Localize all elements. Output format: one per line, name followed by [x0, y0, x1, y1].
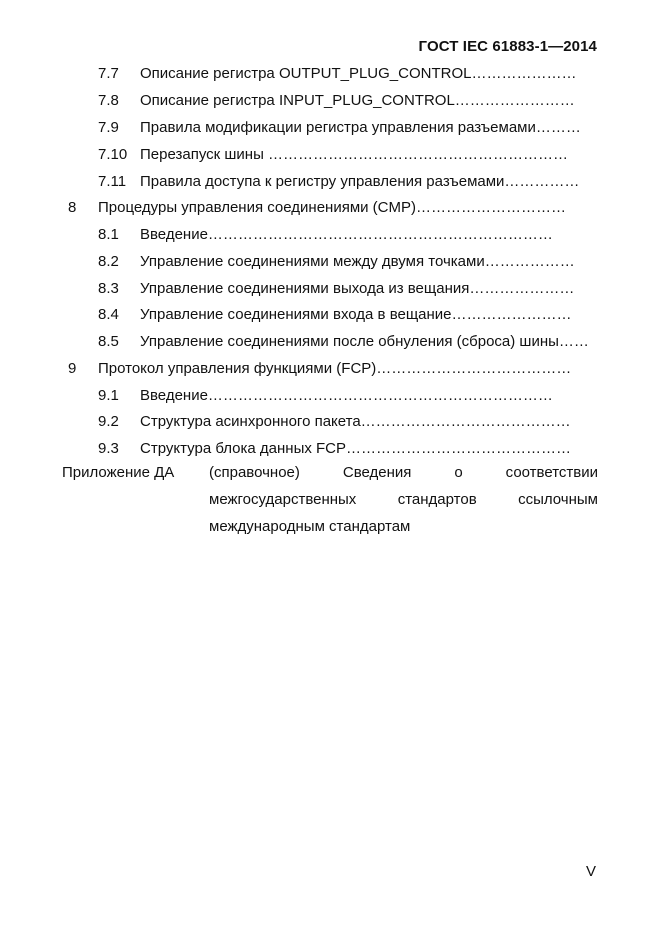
toc-entry-number: 8.2 — [98, 253, 119, 270]
toc-entry-title: Перезапуск шины …………………………………………………… — [140, 146, 569, 163]
toc-entry-number: 9 — [68, 360, 77, 377]
toc-entry-title: Описание регистра OUTPUT_PLUG_CONTROL………………… — [140, 65, 577, 82]
toc-entry-title: Процедуры управления соединениями (CMP)………………………… — [98, 199, 567, 216]
toc-entry-number: 9.2 — [98, 413, 119, 430]
toc-entry[interactable] — [98, 145, 598, 165]
toc-entry-number: 7.11 — [98, 173, 127, 190]
toc-entry[interactable] — [98, 279, 598, 299]
toc-entry[interactable] — [98, 225, 598, 245]
appendix-label: Приложение ДА — [62, 464, 175, 481]
toc-entry[interactable] — [98, 172, 598, 192]
toc-entry-title: Структура блока данных FCP……………………………………… — [140, 440, 572, 457]
page-number: V — [586, 863, 597, 880]
toc-entry-number: 8.3 — [98, 280, 119, 297]
appendix-title — [209, 463, 598, 544]
toc-entry[interactable] — [98, 386, 598, 406]
toc-entry[interactable] — [68, 198, 598, 218]
toc-entry-title: Структура асинхронного пакета…………………………………… — [140, 413, 571, 430]
appendix-title-line: международным стандартам — [209, 518, 411, 535]
toc-entry[interactable] — [98, 91, 598, 111]
toc-entry-number: 9.1 — [98, 387, 119, 404]
toc-entry-title: Введение…………………………………………………………… — [140, 226, 553, 243]
toc-entry[interactable] — [98, 412, 598, 432]
toc-entry-number: 8.1 — [98, 226, 119, 243]
toc-entry-number: 7.8 — [98, 92, 119, 109]
toc-entry-title: Правила модификации регистра управления разъемами……… — [140, 119, 581, 136]
toc-entry-number: 9.3 — [98, 440, 119, 457]
toc-entry[interactable] — [98, 64, 598, 84]
toc-entry[interactable] — [98, 252, 598, 272]
toc-entry-title: Введение…………………………………………………………… — [140, 387, 553, 404]
toc-entry-number: 8.4 — [98, 306, 119, 323]
appendix-title-line: (справочное) Сведения о соответствии — [209, 464, 598, 481]
toc-entry-number: 7.10 — [98, 146, 128, 163]
toc-entry[interactable] — [98, 305, 598, 325]
toc-entry-title: Управление соединениями входа в вещание…………………… — [140, 306, 572, 323]
toc-entry-title: Управление соединениями выхода из вещания………………… — [140, 280, 575, 297]
toc-entry[interactable] — [98, 118, 598, 138]
toc-entry-title: Правила доступа к регистру управления разъемами…………… — [140, 173, 580, 190]
toc-entry-number: 7.7 — [98, 65, 119, 82]
toc-entry[interactable] — [98, 332, 598, 352]
toc-entry-title: Описание регистра INPUT_PLUG_CONTROL…………………… — [140, 92, 575, 109]
toc-entry-number: 8 — [68, 199, 77, 216]
standard-id: ГОСТ IEC 61883-1—2014 — [418, 38, 597, 55]
toc-entry[interactable] — [68, 359, 598, 379]
toc-entry-title: Управление соединениями после обнуления (сброса) шины…… — [140, 333, 589, 350]
document-header — [0, 38, 597, 55]
toc-entry-title: Протокол управления функциями (FCP)………………………………… — [98, 360, 572, 377]
appendix-title-line: межгосударственных стандартов ссылочным — [209, 491, 598, 508]
toc-entry-number: 8.5 — [98, 333, 119, 350]
toc-entry-number: 7.9 — [98, 119, 119, 136]
toc-entry-title: Управление соединениями между двумя точками……………… — [140, 253, 575, 270]
toc-entry[interactable] — [98, 439, 598, 459]
